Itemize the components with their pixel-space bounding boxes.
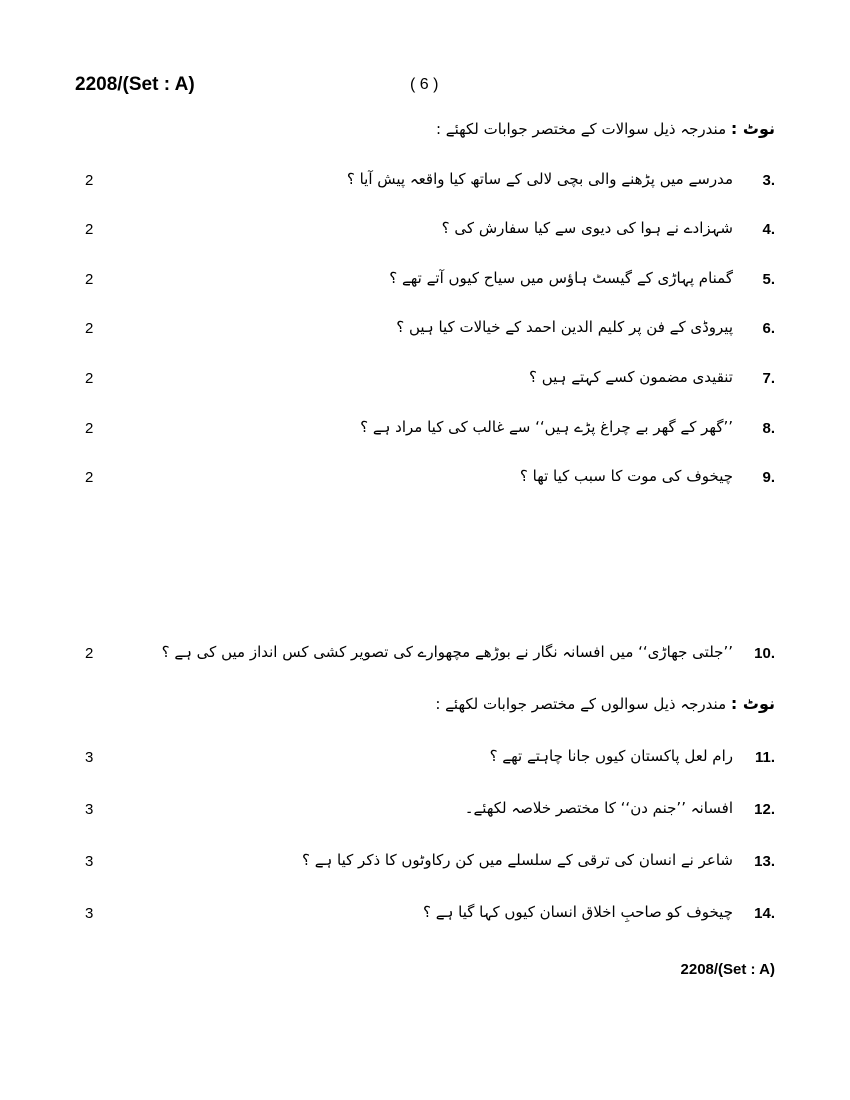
question-text: شاعر نے انسان کی ترقی کے سلسلے میں کن رکاوٹوں کا ذکر کیا ہے ؟ xyxy=(301,851,733,869)
question-text: افسانہ ’’جنم دن‘‘ کا مختصر خلاصہ لکھئے۔ xyxy=(464,799,733,817)
question-11 xyxy=(80,747,775,773)
paper-code-header: 2208/(Set : A) xyxy=(75,74,195,95)
note-text: مندرجہ ذیل سوالوں کے مختصر جوابات لکھئے : xyxy=(435,695,727,713)
question-text: تنقیدی مضمون کسے کہتے ہیں ؟ xyxy=(528,368,733,386)
question-text: پیروڈی کے فن پر کلیم الدین احمد کے خیالات کیا ہیں ؟ xyxy=(396,318,733,336)
question-12 xyxy=(80,799,775,825)
question-number: 11. xyxy=(754,749,775,766)
question-marks: 3 xyxy=(85,853,94,870)
question-text: ’’جلتی جھاڑی‘‘ میں افسانہ نگار نے بوڑھے مچھوارے کی تصویر کشی کس انداز میں کی ہے ؟ xyxy=(161,643,733,661)
question-text: مدرسے میں پڑھنے والی بچی لالی کے ساتھ کیا واقعہ پیش آیا ؟ xyxy=(346,170,733,188)
question-14 xyxy=(80,903,775,929)
question-text: رام لعل پاکستان کیوں جانا چاہتے تھے ؟ xyxy=(489,747,733,765)
question-number: 12. xyxy=(754,801,775,818)
question-3 xyxy=(80,170,775,196)
question-marks: 2 xyxy=(85,469,94,486)
question-9 xyxy=(80,467,775,493)
question-number: 5. xyxy=(762,271,775,288)
question-5 xyxy=(80,269,775,295)
question-marks: 3 xyxy=(85,905,94,922)
question-number: 14. xyxy=(754,905,775,922)
question-number: 7. xyxy=(762,370,775,387)
question-text: چیخوف کی موت کا سبب کیا تھا ؟ xyxy=(519,467,733,485)
question-marks: 2 xyxy=(85,320,94,337)
question-6 xyxy=(80,318,775,344)
page-number: ( 6 ) xyxy=(410,76,439,93)
question-number: 4. xyxy=(762,221,775,238)
note-label: نوٹ : xyxy=(730,694,775,713)
question-marks: 2 xyxy=(85,172,94,189)
question-4 xyxy=(80,219,775,245)
question-number: 9. xyxy=(762,469,775,486)
question-10 xyxy=(80,643,775,669)
instruction-note-2 xyxy=(435,694,775,713)
question-marks: 2 xyxy=(85,420,94,437)
question-marks: 2 xyxy=(85,221,94,238)
question-text: شہزادے نے ہوا کی دیوی سے کیا سفارش کی ؟ xyxy=(441,219,733,237)
question-8 xyxy=(80,418,775,444)
question-text: گمنام پہاڑی کے گیسٹ ہاؤس میں سیاح کیوں آتے تھے ؟ xyxy=(389,269,733,287)
question-marks: 2 xyxy=(85,645,94,662)
question-number: 10. xyxy=(754,645,775,662)
question-13 xyxy=(80,851,775,877)
question-text: چیخوف کو صاحبِ اخلاق انسان کیوں کہا گیا ہے ؟ xyxy=(423,903,733,921)
question-number: 13. xyxy=(754,853,775,870)
question-marks: 2 xyxy=(85,370,94,387)
question-marks: 2 xyxy=(85,271,94,288)
question-7 xyxy=(80,368,775,394)
note-label: نوٹ : xyxy=(730,119,775,138)
question-number: 3. xyxy=(762,172,775,189)
question-marks: 3 xyxy=(85,801,94,818)
paper-code-footer: 2208/(Set : A) xyxy=(680,961,775,978)
question-number: 8. xyxy=(762,420,775,437)
note-text: مندرجہ ذیل سوالات کے مختصر جوابات لکھئے : xyxy=(435,120,727,138)
question-marks: 3 xyxy=(85,749,94,766)
question-text: ’’گھر کے گھر بے چراغ پڑے ہیں‘‘ سے غالب کی کیا مراد ہے ؟ xyxy=(360,418,733,436)
instruction-note-1 xyxy=(436,119,775,138)
question-number: 6. xyxy=(762,320,775,337)
